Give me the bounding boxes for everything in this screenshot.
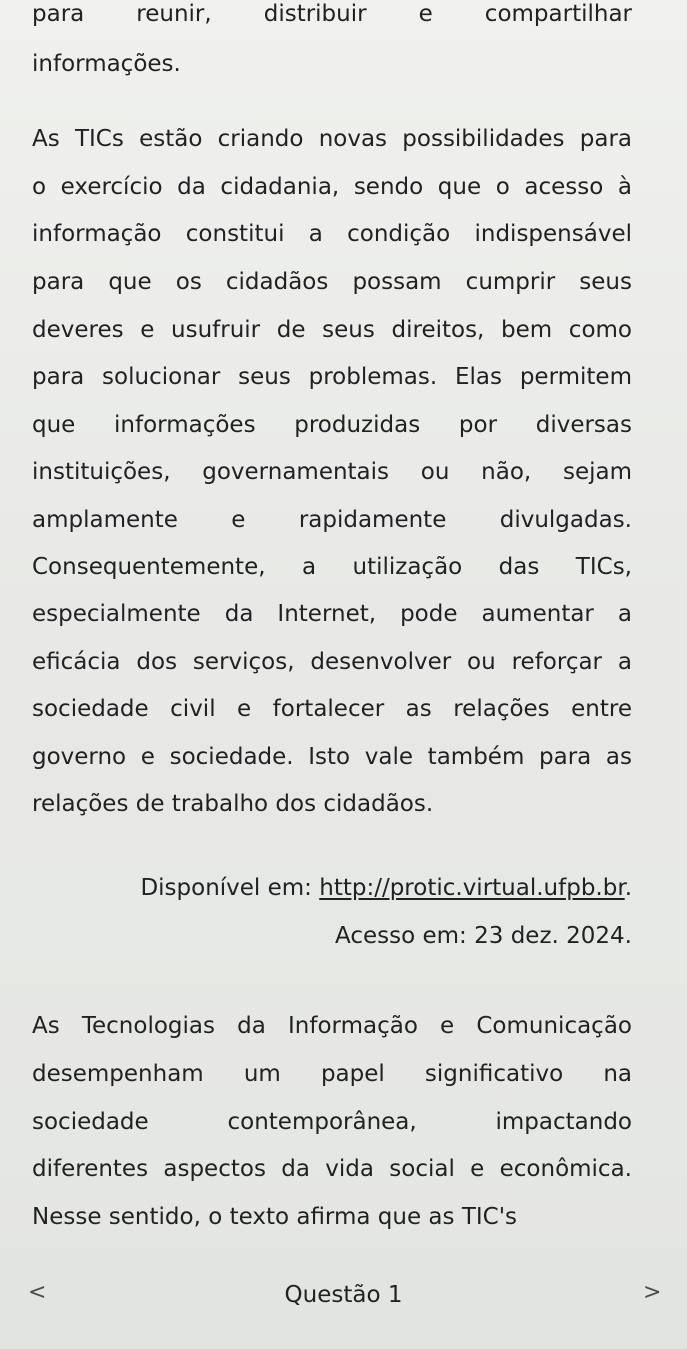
source-link[interactable]: http://protic.virtual.ufpb.br [319, 875, 625, 901]
passage-line: amplamente e rapidamente divulgadas. [32, 507, 632, 533]
source-available [32, 874, 632, 902]
question-line: Nesse sentido, o texto afirma que as TIC's [32, 1204, 518, 1230]
question-line: sociedade contemporânea, impactando [32, 1109, 632, 1135]
passage-line: que informações produzidas por diversas [32, 412, 632, 438]
passage-line: governo e sociedade. Isto vale também para as [32, 744, 632, 770]
question-line: diferentes aspectos da vida social e econômica. [32, 1156, 632, 1182]
passage-line: o exercício da cidadania, sendo que o acesso à [32, 174, 632, 200]
chevron-left-icon[interactable]: < [28, 1280, 47, 1305]
question-line: As Tecnologias da Informação e Comunicação [32, 1013, 632, 1039]
passage-line: para reunir, distribuir e compartilhar [32, 1, 632, 27]
passage-line: especialmente da Internet, pode aumentar a [32, 601, 632, 627]
question-line: desempenham um papel significativo na [32, 1061, 632, 1087]
source-prefix: Disponível em: [140, 875, 320, 901]
chevron-right-icon[interactable]: > [643, 1280, 662, 1305]
source-accessed: Acesso em: 23 dez. 2024. [335, 923, 632, 949]
source-suffix: . [624, 875, 632, 901]
passage-line: informação constitui a condição indispensável [32, 221, 632, 247]
passage-line: para que os cidadãos possam cumprir seus [32, 269, 632, 295]
passage-line: As TICs estão criando novas possibilidades para [32, 126, 632, 152]
passage-line: Consequentemente, a utilização das TICs, [32, 554, 632, 580]
question-title: Questão 1 [284, 1282, 403, 1308]
passage-line: instituições, governamentais ou não, sejam [32, 459, 632, 485]
passage-line: sociedade civil e fortalecer as relações entre [32, 696, 632, 722]
passage-line: deveres e usufruir de seus direitos, bem como [32, 317, 632, 343]
passage-line: para solucionar seus problemas. Elas permitem [32, 364, 632, 390]
passage-line: relações de trabalho dos cidadãos. [32, 791, 434, 817]
passage-line: eficácia dos serviços, desenvolver ou reforçar a [32, 649, 632, 675]
passage-line: informações. [32, 51, 181, 77]
